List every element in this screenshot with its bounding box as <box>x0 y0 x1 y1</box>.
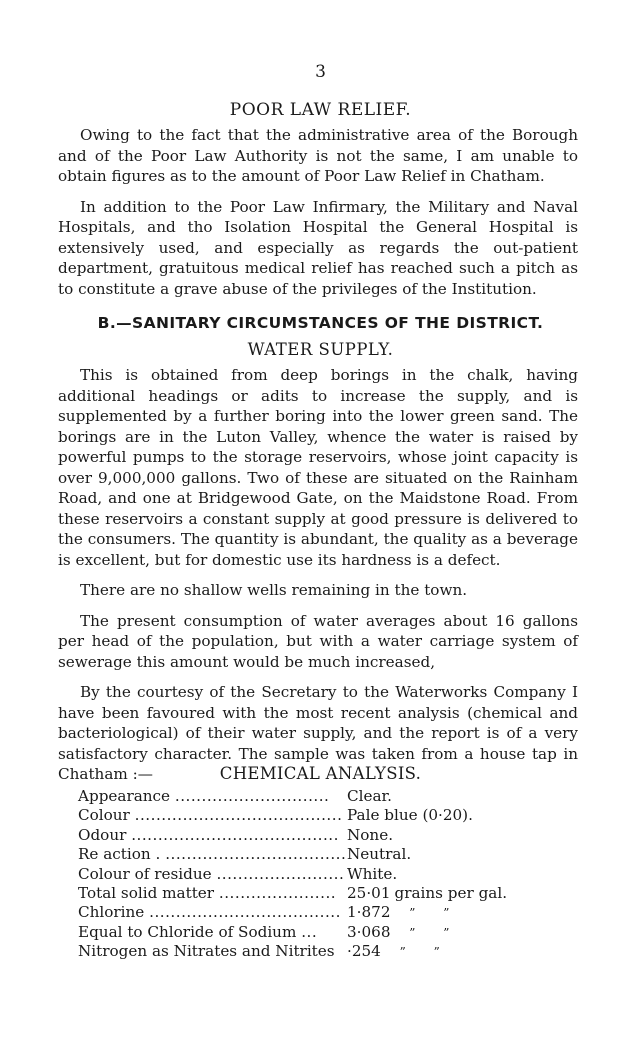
analysis-row <box>78 942 507 961</box>
chemical-analysis-table <box>78 787 507 962</box>
poor-law-section <box>58 125 578 299</box>
analysis-row <box>78 865 507 884</box>
leader-dots: ....................................... <box>131 825 339 844</box>
row-label: Equal to Chloride of Sodium <box>78 922 297 941</box>
leader-dots: ....................................... <box>134 806 343 825</box>
water-supply-heading: WATER SUPPLY. <box>247 340 394 359</box>
row-label: Total solid matter <box>78 883 215 902</box>
ditto-mark: ” <box>433 945 440 960</box>
water-supply-section <box>58 365 578 785</box>
analysis-row <box>78 787 507 806</box>
row-label: Odour <box>78 825 127 844</box>
row-value: Neutral. <box>347 845 412 864</box>
poor-law-paragraph-1: Owing to the fact that the administrative area of the Borough and of the Poor Law Authority is not the same, I am unable to obtain figures as to the amount of Poor Law Relief in Chatham. <box>58 126 578 185</box>
ditto-mark: ” <box>409 906 416 921</box>
ditto-mark: ” <box>409 925 416 940</box>
water-paragraph-3: The present consumption of water averages about 16 gallons per head of the population, but with a water carriage system of sewerage this amount would be much increased, <box>58 611 578 671</box>
row-value: White. <box>347 864 398 883</box>
leader-dots: ...................... <box>218 883 337 902</box>
leader-dots: ... <box>301 922 318 941</box>
row-value: 3·068 <box>347 922 391 941</box>
row-value: Pale blue (0·20). <box>347 806 473 825</box>
row-label: Re action . <box>78 845 161 864</box>
section-b-heading: B.—SANITARY CIRCUMSTANCES OF THE DISTRICT. <box>97 314 544 332</box>
analysis-row <box>78 903 507 922</box>
row-value: Clear. <box>347 787 392 805</box>
analysis-row <box>78 806 507 825</box>
leader-dots: .................................... <box>149 903 341 922</box>
ditto-mark: ” <box>443 906 450 921</box>
poor-law-heading: POOR LAW RELIEF. <box>229 100 412 120</box>
analysis-row <box>78 923 507 942</box>
row-value: ·254 <box>347 942 381 961</box>
row-label: Colour of residue <box>78 864 212 883</box>
row-label: Chlorine <box>78 903 145 922</box>
chemical-analysis-heading: CHEMICAL ANALYSIS. <box>219 764 422 783</box>
page-number: 3 <box>315 62 326 82</box>
analysis-row <box>78 845 507 864</box>
ditto-mark: ” <box>399 945 406 960</box>
row-label: Nitrogen as Nitrates and Nitrites <box>78 942 335 961</box>
row-unit: grains per gal. <box>394 883 508 902</box>
row-value: 25·01 <box>347 883 391 902</box>
water-paragraph-2: There are no shallow wells remaining in the town. <box>80 581 468 599</box>
leader-dots: ........................ <box>216 864 345 883</box>
leader-dots: ............................. <box>174 787 330 805</box>
row-label: Colour <box>78 806 130 825</box>
ditto-mark: ” <box>443 925 450 940</box>
row-value: 1·872 <box>347 903 391 922</box>
analysis-row <box>78 826 507 845</box>
leader-dots: .................................. <box>165 845 347 864</box>
row-label: Appearance <box>78 787 171 805</box>
analysis-row <box>78 884 507 903</box>
water-paragraph-4: By the courtesy of the Secretary to the Waterworks Company I have been favoured with the most recent analysis (chemical and bacteriological) of their water supply, and the report is of a very satisfactory character. The sample was taken from a house tap in Chatham :— <box>58 683 578 783</box>
poor-law-paragraph-2: In addition to the Poor Law Infirmary, the Military and Naval Hospitals, and tho Isolation Hospital the General Hospital is extensively used, and especially as regards the out-patient department, gratuitous medical relief has reached such a pitch as to constitute a grave abuse of the privileges of the Institution. <box>58 197 578 298</box>
row-value: None. <box>347 825 394 844</box>
water-paragraph-1: This is obtained from deep borings in the chalk, having additional headings or adits to increase the supply, and is supplemented by a further boring into the lower green sand. The borings are in the Luton Valley, whence the water is raised by powerful pumps to the storage reservoirs, whose joint capacity is over 9,000,000 gallons. Two of these are situated on the Rainham Road, and one at Bridgewood Gate, on the Maidstone Road. From these reservoirs a constant supply at good pressure is delivered to the consumers. The quantity is abundant, the quality as a beverage is excellent, but for domestic use its hardness is a defect. <box>58 366 578 569</box>
